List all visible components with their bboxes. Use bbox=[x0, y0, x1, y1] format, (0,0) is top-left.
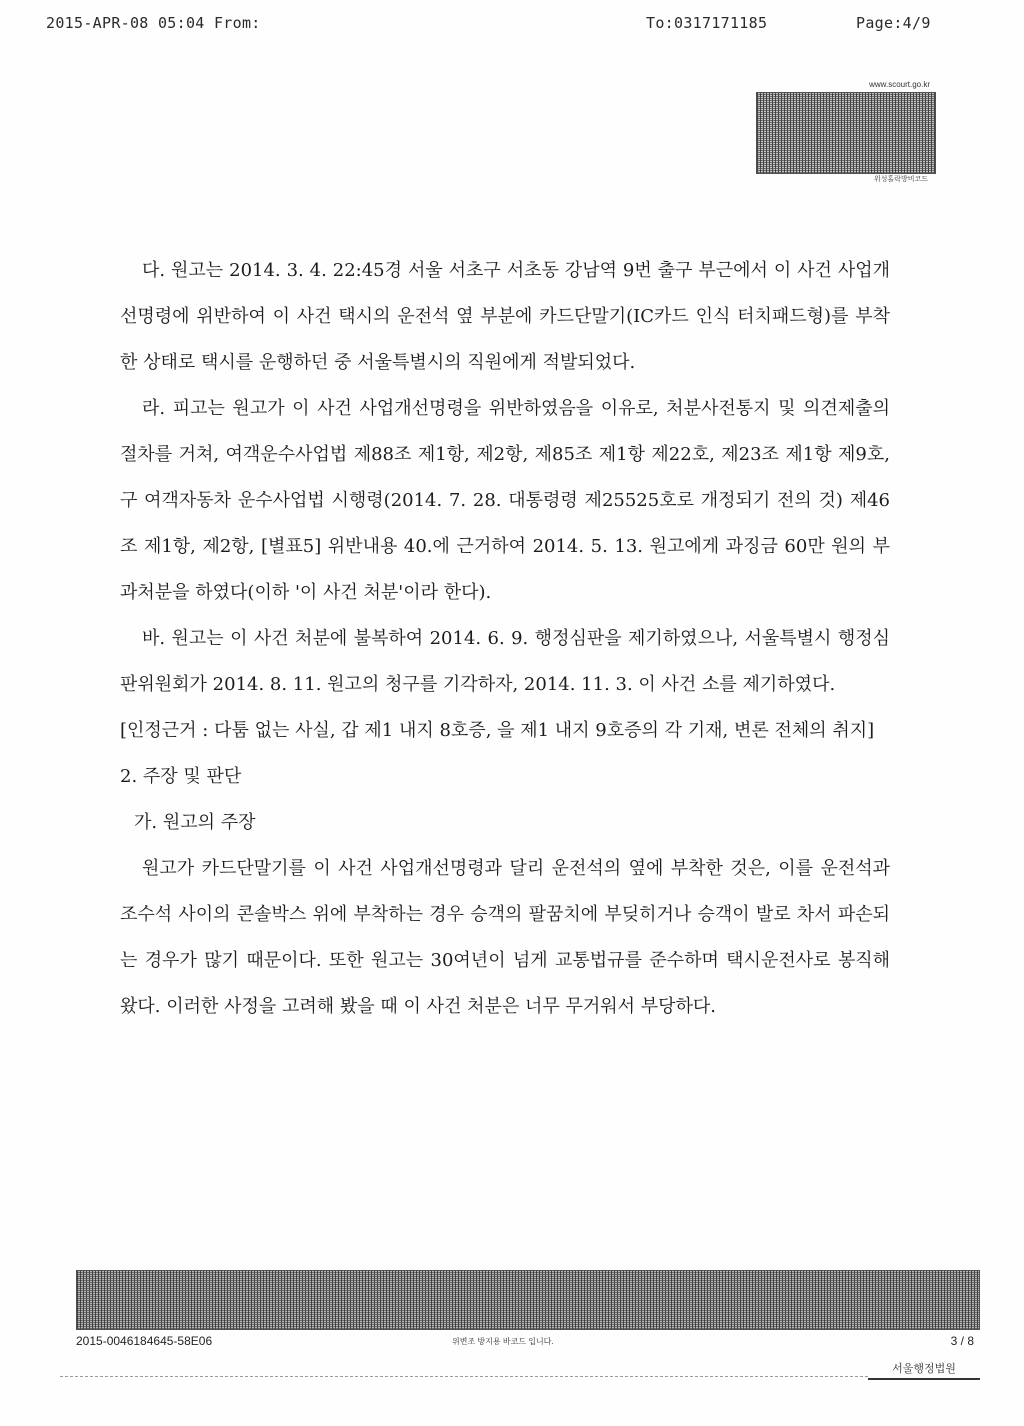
paragraph-ra: 라. 피고는 원고가 이 사건 사업개선명령을 위반하였음을 이유로, 처분사전통지 및 의견제출의 절차를 거쳐, 여객운수사업법 제88조 제1항, 제2항, 제85조 제1항 제22호, 제23조 제1항 제9호, 구 여객자동차 운수사업법 시행령(2014. 7. 28. 대통령령 제25525호로 개정되기 전의 것) 제46조 제1항, 제2항, [별표5] 위반내용 40.에 근거하여 2014. 5. 13. 원고에게 과징금 60만 원의 부과처분을 하였다(이하 '이 사건 처분'이라 한다). bbox=[120, 398, 890, 603]
footer-divider bbox=[60, 1376, 868, 1377]
footer-barcode-image bbox=[76, 1270, 980, 1330]
fax-header bbox=[0, 14, 1024, 38]
document-id: 2015-0046184645-58E06 bbox=[76, 1334, 213, 1348]
anti-forgery-barcode-image bbox=[756, 92, 936, 174]
paragraph-ba: 바. 원고는 이 사건 처분에 불복하여 2014. 6. 9. 행정심판을 제기하였으나, 서울특별시 행정심판위원회가 2014. 8. 11. 원고의 청구를 기각하자, 2014. 11. 3. 이 사건 소를 제기하였다. bbox=[120, 628, 890, 695]
plaintiff-claim-paragraph: 원고가 카드단말기를 이 사건 사업개선명령과 달리 운전석의 옆에 부착한 것은, 이를 운전석과 조수석 사이의 콘솔박스 위에 부착하는 경우 승객의 팔꿈치에 부딪히거나 승객이 발로 차서 파손되는 경우가 많기 때문이다. 또한 원고는 30여년이 넘게 교통법규를 준수하며 택시운전사로 봉직해 왔다. 이러한 사정을 고려해 봤을 때 이 사건 처분은 너무 무거워서 부당하다. bbox=[120, 858, 890, 1017]
barcode-caption: 위성홀락방비코드 bbox=[873, 176, 928, 183]
barcode-notice: 위변조 방지용 바코드 입니다. bbox=[452, 1337, 554, 1346]
court-url: www.scourt.go.kr bbox=[869, 80, 930, 89]
footer-row bbox=[76, 1334, 978, 1350]
court-barcode-block bbox=[756, 78, 934, 188]
paragraph-da: 다. 원고는 2014. 3. 4. 22:45경 서울 서초구 서초동 강남역 9번 출구 부근에서 이 사건 사업개선명령에 위반하여 이 사건 택시의 운전석 옆 부분에 카드단말기(IC카드 인식 터치패드형)를 부착한 상태로 택시를 운행하던 중 서울특별시의 직원에게 적발되었다. bbox=[120, 260, 890, 373]
fax-page: Page:4/9 bbox=[856, 14, 931, 32]
document-body bbox=[120, 248, 890, 1030]
fax-recipient: To:0317171185 bbox=[646, 14, 768, 32]
court-stamp: 서울행정법원 bbox=[868, 1360, 980, 1380]
evidence-basis: [인정근거 : 다툼 없는 사실, 갑 제1 내지 8호증, 을 제1 내지 9호증의 각 기재, 변론 전체의 취지] bbox=[120, 720, 875, 741]
section-heading: 2. 주장 및 판단 bbox=[120, 766, 242, 787]
page-number: 3 / 8 bbox=[950, 1334, 974, 1348]
sub-heading: 가. 원고의 주장 bbox=[134, 812, 256, 833]
fax-datetime: 2015-APR-08 05:04 From: bbox=[46, 14, 261, 32]
